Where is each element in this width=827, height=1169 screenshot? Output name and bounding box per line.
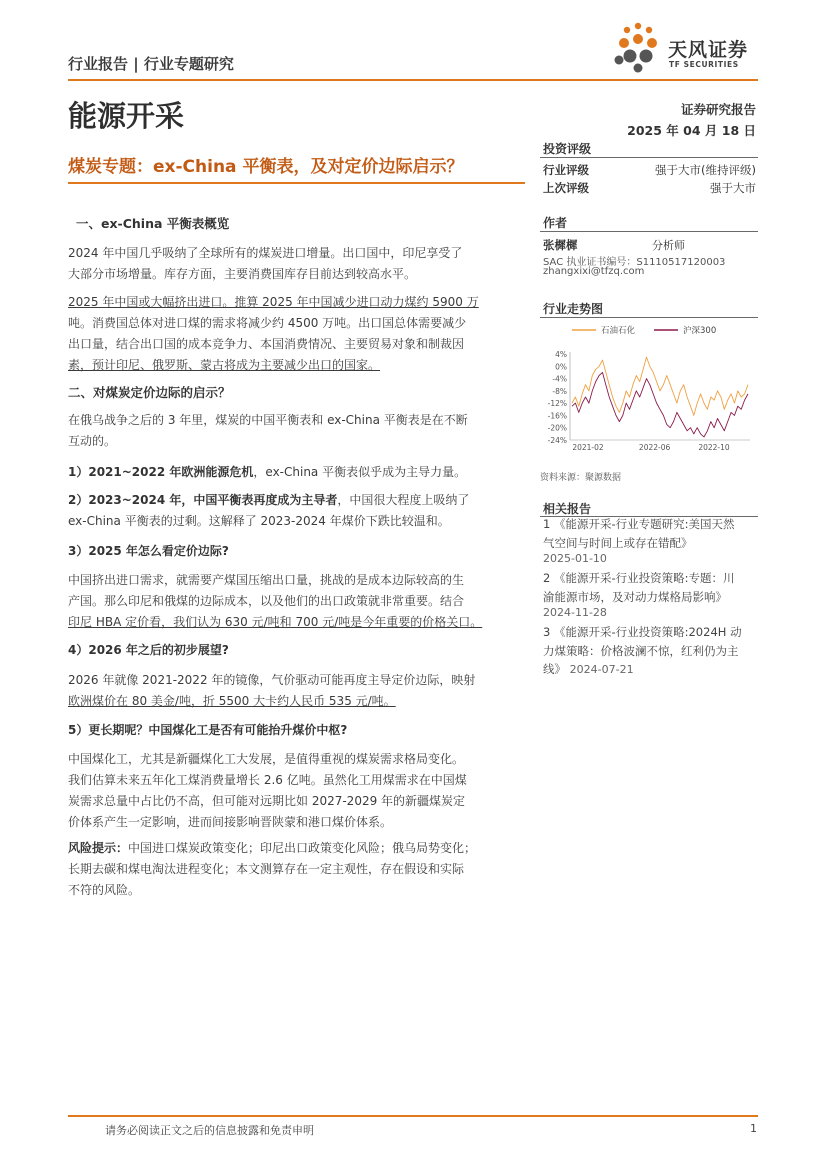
trend-heading: 行业走势图	[543, 302, 604, 316]
related-report-item[interactable]: 3 《能源开采-行业投资策略:2024H 动 力煤策略：价格波澜不惊，红利仍为主 线》 2024-07-21	[543, 625, 742, 676]
report-title: 煤炭专题：ex-China 平衡表，及对定价边际启示？	[68, 157, 464, 177]
question-5-heading: 5）更长期呢？中国煤化工是否有可能抬升煤价中枢?	[68, 723, 348, 737]
y-tick-label: -16%	[547, 411, 567, 421]
question-3-heading: 3）2025 年怎么看定价边际?	[68, 544, 229, 558]
y-tick-label: -12%	[547, 399, 567, 409]
author-sac: SAC 执业证书编号：S1110517120003	[543, 257, 726, 268]
y-tick-label: -20%	[547, 423, 567, 433]
related-report-item[interactable]: 1 《能源开采-行业专题研究:美国天然 气空间与时间上或存在错配》 2025-01-10	[543, 517, 735, 565]
author-email[interactable]: zhangxixi@tfzq.com	[543, 266, 645, 277]
s1-para-1: 2024 年中国几乎吸纳了全球所有的煤炭进口增量。出口国中，印尼享受了 大部分市场增量。库存方面，主要消费国库存目前达到较高水平。	[68, 246, 463, 281]
chart-source: 资料来源：聚源数据	[540, 473, 622, 483]
item-2: 2）2023~2024 年，中国平衡表再度成为主导者，中国很大程度上吸纳了 ex-China 平衡表的过剩。这解释了 2023-2024 年煤价下跌比较温和。	[68, 493, 470, 528]
industry-trend-chart	[540, 318, 758, 458]
x-tick-label: 2021-02	[572, 443, 604, 452]
rating-label: 行业评级	[543, 163, 589, 177]
q4-para: 2026 年就像 2021-2022 年的镜像，气价驱动可能再度主导定价边际，映射 欧洲煤价在 80 美金/吨，折 5500 大卡约人民币 535 元/吨。	[68, 673, 476, 708]
related-reports-list	[543, 515, 757, 680]
question-4-heading: 4）2026 年之后的初步展望?	[68, 643, 229, 657]
doc-type: 证券研究报告	[680, 102, 756, 117]
brand-name-en: TF SECURITIES	[669, 60, 739, 69]
report-category: 行业报告 | 行业专题研究	[68, 55, 234, 73]
y-tick-label: 4%	[555, 350, 567, 359]
prev-rating-value: 强于大市	[710, 181, 756, 195]
y-tick-label: -4%	[552, 374, 567, 384]
legend-label: 沪深300	[683, 326, 717, 336]
related-heading: 相关报告	[543, 502, 592, 516]
footer-disclaimer[interactable]: 请务必阅读正文之后的信息披露和免责申明	[105, 1124, 314, 1137]
y-tick-label: -24%	[547, 436, 567, 445]
section-heading-2: 二、对煤炭定价边际的启示？	[68, 385, 231, 400]
rating-value: 强于大市(维持评级)	[655, 163, 756, 177]
x-tick-label: 2022-10	[698, 443, 730, 452]
header-rule	[68, 79, 758, 81]
page-number: 1	[750, 1122, 757, 1135]
item-1: 1）2021~2022 年欧洲能源危机，ex-China 平衡表似乎成为主导力量。	[68, 465, 467, 479]
author-role: 分析师	[652, 239, 685, 252]
risk-warning: 风险提示：中国进口煤炭政策变化；印尼出口政策变化风险；俄乌局势变化； 长期去碳和煤电淘汰进程变化；本文测算存在一定主观性，存在假设和实际 不符的风险。	[68, 841, 477, 897]
author-rule	[540, 231, 758, 232]
doc-date: 2025 年 04 月 18 日	[627, 123, 756, 138]
sector-title: 能源开采	[68, 99, 185, 133]
series-line	[572, 357, 748, 415]
y-tick-label: -8%	[552, 386, 567, 396]
title-rule	[68, 182, 525, 184]
s2-para-1: 在俄乌战争之后的 3 年里，煤炭的中国平衡表和 ex-China 平衡表是在不断 互动的。	[68, 413, 468, 448]
related-report-item[interactable]: 2 《能源开采-行业投资策略:专题：川 渝能源市场，及对动力煤格局影响》 2024-11-28	[543, 571, 735, 619]
legend-label: 石油石化	[601, 326, 636, 336]
q5-para: 中国煤化工，尤其是新疆煤化工大发展，是值得重视的煤炭需求格局变化。 我们估算未来五年化工煤消费量增长 2.6 亿吨。虽然化工用煤需求在中国煤 炭需求总量中占比仍不高，但可能对远期比如 2027-2029 年的新疆煤炭定 价体系产生一定影响，进而间接影响晋陕蒙和港口煤价体系。	[68, 752, 467, 829]
s1-para-2: 2025 年中国或大幅挤出进口。推算 2025 年中国减少进口动力煤约 5900 万 吨。消费国总体对进口煤的需求将减少约 4500 万吨。出口国总体需要减少 出口量，结合出口国的成本竞争力、本国消费情况、主要贸易对象和制裁因 素，预计印尼、俄罗斯、蒙古将成为主要减少出口的国家。	[68, 295, 479, 372]
rating-heading: 投资评级	[543, 142, 592, 156]
rating-rule	[540, 157, 758, 158]
section-heading-1: 一、ex-China 平衡表概览	[76, 216, 230, 231]
footer-rule	[68, 1115, 758, 1117]
author-name: 张樨樨	[543, 238, 578, 252]
prev-rating-label: 上次评级	[543, 181, 589, 195]
y-tick-label: 0%	[555, 362, 567, 372]
brand-name-cn: 天风证券	[668, 39, 749, 61]
x-tick-label: 2022-06	[638, 443, 671, 452]
author-heading: 作者	[543, 216, 568, 230]
series-line	[572, 372, 748, 437]
q3-para: 中国挤出进口需求，就需要产煤国压缩出口量，挑战的是成本边际较高的生 产国。那么印尼和俄煤的边际成本，以及他们的出口政策就非常重要。结合 印尼 HBA 定价看，我们认为 630 元/吨和 700 元/吨是今年重要的价格关口。	[68, 573, 483, 629]
company-logo-icon	[610, 20, 662, 74]
